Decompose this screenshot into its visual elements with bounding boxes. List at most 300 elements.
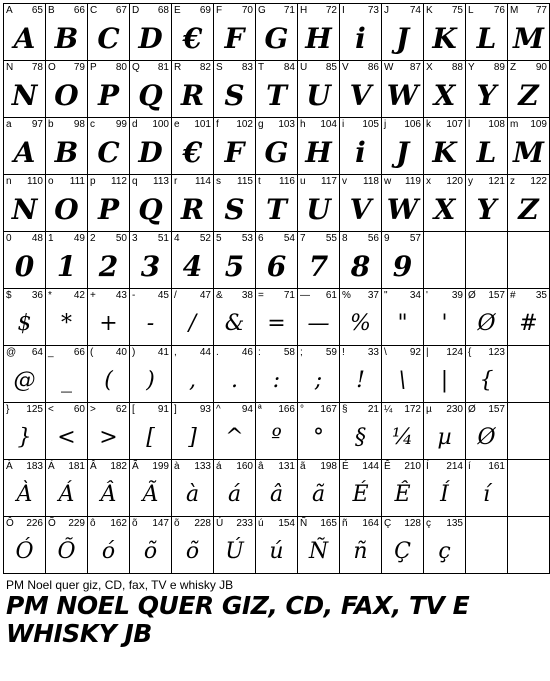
glyph-code: 154 bbox=[278, 518, 295, 529]
glyph-sample: µ bbox=[437, 425, 452, 450]
glyph-label bbox=[6, 290, 43, 302]
glyph-label bbox=[132, 5, 169, 17]
glyph-char: ñ bbox=[342, 518, 348, 529]
glyph-char: * bbox=[48, 290, 52, 301]
glyph-label bbox=[48, 518, 85, 530]
glyph-cell bbox=[256, 175, 298, 232]
glyph-sample: V bbox=[349, 79, 372, 112]
glyph-char: 8 bbox=[342, 233, 348, 244]
glyph-cell bbox=[46, 517, 88, 574]
glyph-cell bbox=[46, 232, 88, 289]
glyph-cell bbox=[466, 346, 508, 403]
glyph-char: . bbox=[216, 347, 219, 358]
glyph-cell bbox=[382, 118, 424, 175]
glyph-label bbox=[510, 404, 547, 416]
glyph-char: r bbox=[174, 176, 178, 187]
glyph-sample: < bbox=[57, 425, 76, 450]
glyph-sample: ñ bbox=[353, 539, 368, 564]
glyph-cell bbox=[382, 4, 424, 61]
glyph-code: 49 bbox=[73, 233, 85, 244]
glyph-code: 97 bbox=[31, 119, 43, 130]
glyph-code: 98 bbox=[73, 119, 85, 130]
glyph-grid bbox=[3, 3, 550, 574]
glyph-cell bbox=[508, 346, 550, 403]
glyph-cell bbox=[88, 175, 130, 232]
glyph-char: ¼ bbox=[384, 404, 393, 415]
glyph-cell bbox=[88, 403, 130, 460]
glyph-code: 51 bbox=[157, 233, 169, 244]
glyph-label bbox=[300, 5, 337, 17]
glyph-cell bbox=[130, 289, 172, 346]
glyph-label bbox=[426, 233, 463, 245]
glyph-label bbox=[216, 347, 253, 359]
glyph-char: ^ bbox=[216, 404, 221, 415]
glyph-sample: V bbox=[349, 193, 372, 226]
sample-caption: PM Noel quer giz, CD, fax, TV e whisky JB bbox=[6, 578, 234, 592]
glyph-sample: 5 bbox=[224, 250, 245, 283]
glyph-code: 33 bbox=[367, 347, 379, 358]
glyph-code: 76 bbox=[493, 5, 505, 16]
glyph-char: z bbox=[510, 176, 515, 187]
glyph-char: I bbox=[342, 5, 345, 16]
glyph-code: 161 bbox=[488, 461, 505, 472]
glyph-char: ) bbox=[132, 347, 136, 358]
glyph-cell bbox=[466, 289, 508, 346]
glyph-label bbox=[300, 518, 337, 530]
glyph-code: 89 bbox=[493, 62, 505, 73]
glyph-char: l bbox=[468, 119, 471, 130]
glyph-label bbox=[510, 290, 547, 302]
glyph-cell bbox=[172, 61, 214, 118]
glyph-code: 43 bbox=[115, 290, 127, 301]
glyph-sample bbox=[466, 533, 507, 573]
glyph-cell bbox=[382, 403, 424, 460]
glyph-cell bbox=[4, 517, 46, 574]
glyph-code: 55 bbox=[325, 233, 337, 244]
glyph-label bbox=[510, 233, 547, 245]
glyph-char: õ bbox=[174, 518, 180, 529]
glyph-code: 70 bbox=[241, 5, 253, 16]
glyph-code: 226 bbox=[26, 518, 43, 529]
glyph-code: 181 bbox=[68, 461, 85, 472]
glyph-label bbox=[426, 62, 463, 74]
glyph-char: ° bbox=[300, 404, 304, 415]
glyph-label bbox=[468, 461, 505, 473]
glyph-char: $ bbox=[6, 290, 12, 301]
glyph-label bbox=[510, 518, 547, 530]
glyph-sample: Ñ bbox=[308, 539, 329, 564]
glyph-label bbox=[90, 290, 127, 302]
glyph-cell bbox=[4, 232, 46, 289]
glyph-cell bbox=[382, 460, 424, 517]
glyph-char: ú bbox=[258, 518, 264, 529]
glyph-label bbox=[216, 290, 253, 302]
glyph-cell bbox=[88, 4, 130, 61]
glyph-label bbox=[384, 176, 421, 188]
glyph-char: Q bbox=[132, 62, 140, 73]
glyph-code: 48 bbox=[31, 233, 43, 244]
glyph-char: ; bbox=[300, 347, 303, 358]
glyph-label bbox=[174, 290, 211, 302]
glyph-sample: @ bbox=[13, 368, 36, 393]
font-sample-text: PM NOEL QUER GIZ, CD, FAX, TV E WHISKY JB bbox=[6, 591, 470, 648]
glyph-sample: R bbox=[180, 193, 205, 226]
glyph-code: 83 bbox=[241, 62, 253, 73]
glyph-char: D bbox=[132, 5, 140, 16]
glyph-cell bbox=[298, 4, 340, 61]
glyph-char: í bbox=[468, 461, 471, 472]
glyph-label bbox=[342, 404, 379, 416]
glyph-cell bbox=[46, 4, 88, 61]
glyph-code: 36 bbox=[31, 290, 43, 301]
glyph-code: 230 bbox=[446, 404, 463, 415]
glyph-label bbox=[342, 176, 379, 188]
glyph-sample: D bbox=[138, 136, 163, 169]
glyph-sample: Á bbox=[58, 482, 75, 507]
glyph-label bbox=[174, 5, 211, 17]
glyph-sample: € bbox=[182, 22, 203, 55]
glyph-sample: C bbox=[97, 136, 120, 169]
glyph-char: ç bbox=[426, 518, 431, 529]
glyph-char: - bbox=[132, 290, 136, 301]
glyph-label bbox=[132, 119, 169, 131]
glyph-label bbox=[90, 233, 127, 245]
glyph-cell bbox=[340, 460, 382, 517]
glyph-code: 172 bbox=[404, 404, 421, 415]
glyph-code: 166 bbox=[278, 404, 295, 415]
glyph-cell bbox=[172, 460, 214, 517]
glyph-sample: Y bbox=[476, 193, 497, 226]
glyph-char: f bbox=[216, 119, 219, 130]
glyph-code: 68 bbox=[157, 5, 169, 16]
glyph-sample: } bbox=[17, 425, 32, 450]
glyph-sample: Ç bbox=[394, 539, 411, 564]
glyph-code: 122 bbox=[530, 176, 547, 187]
glyph-sample: Ê bbox=[394, 482, 411, 507]
glyph-label bbox=[258, 176, 295, 188]
glyph-sample: Í bbox=[440, 482, 449, 507]
glyph-sample: É bbox=[352, 482, 369, 507]
glyph-row bbox=[4, 232, 550, 289]
glyph-sample bbox=[508, 248, 549, 288]
glyph-cell bbox=[424, 175, 466, 232]
glyph-cell bbox=[298, 118, 340, 175]
glyph-sample: S bbox=[224, 193, 245, 226]
glyph-sample: N bbox=[11, 79, 38, 112]
glyph-cell bbox=[298, 175, 340, 232]
glyph-label bbox=[510, 461, 547, 473]
glyph-code: 114 bbox=[195, 176, 211, 187]
glyph-cell bbox=[172, 4, 214, 61]
glyph-code: 34 bbox=[409, 290, 421, 301]
glyph-label bbox=[216, 62, 253, 74]
glyph-sample: ^ bbox=[225, 425, 244, 450]
glyph-label bbox=[6, 233, 43, 245]
glyph-code: 228 bbox=[194, 518, 211, 529]
glyph-cell bbox=[88, 118, 130, 175]
glyph-code: 60 bbox=[73, 404, 85, 415]
glyph-sample: % bbox=[350, 311, 371, 336]
glyph-char: ] bbox=[174, 404, 177, 415]
glyph-char: v bbox=[342, 176, 347, 187]
glyph-label bbox=[426, 5, 463, 17]
glyph-cell bbox=[256, 61, 298, 118]
glyph-cell bbox=[424, 517, 466, 574]
glyph-cell bbox=[340, 232, 382, 289]
glyph-code: 157 bbox=[488, 290, 505, 301]
glyph-label bbox=[468, 404, 505, 416]
glyph-cell bbox=[4, 289, 46, 346]
glyph-sample: Z bbox=[518, 193, 539, 226]
glyph-sample: _ bbox=[61, 368, 72, 393]
glyph-cell bbox=[424, 289, 466, 346]
glyph-code: 199 bbox=[152, 461, 169, 472]
glyph-cell bbox=[46, 61, 88, 118]
glyph-code: 160 bbox=[236, 461, 253, 472]
glyph-code: 167 bbox=[320, 404, 337, 415]
glyph-code: 117 bbox=[321, 176, 337, 187]
glyph-code: 21 bbox=[367, 404, 379, 415]
glyph-cell bbox=[340, 118, 382, 175]
glyph-char: 9 bbox=[384, 233, 390, 244]
glyph-sample: . bbox=[231, 368, 238, 393]
glyph-label bbox=[468, 290, 505, 302]
glyph-label bbox=[258, 461, 295, 473]
glyph-row bbox=[4, 346, 550, 403]
glyph-code: 123 bbox=[488, 347, 505, 358]
glyph-sample: : bbox=[272, 368, 281, 393]
glyph-cell bbox=[88, 517, 130, 574]
glyph-char: % bbox=[342, 290, 351, 301]
glyph-cell bbox=[340, 4, 382, 61]
glyph-label bbox=[6, 62, 43, 74]
glyph-code: 78 bbox=[31, 62, 43, 73]
glyph-char: B bbox=[48, 5, 55, 16]
glyph-sample: ç bbox=[438, 539, 451, 564]
glyph-char: M bbox=[510, 5, 519, 16]
glyph-sample: ã bbox=[311, 482, 326, 507]
glyph-sample: i bbox=[355, 22, 366, 55]
glyph-label bbox=[342, 461, 379, 473]
glyph-label bbox=[216, 461, 253, 473]
glyph-label bbox=[384, 518, 421, 530]
glyph-sample bbox=[424, 248, 465, 288]
glyph-label bbox=[384, 290, 421, 302]
glyph-code: 103 bbox=[278, 119, 295, 130]
glyph-sample: 3 bbox=[140, 250, 161, 283]
glyph-sample: § bbox=[355, 425, 366, 450]
glyph-char: n bbox=[6, 176, 12, 187]
glyph-sample: õ bbox=[185, 539, 200, 564]
glyph-label bbox=[48, 290, 85, 302]
glyph-cell bbox=[298, 289, 340, 346]
glyph-char: 7 bbox=[300, 233, 306, 244]
glyph-label bbox=[384, 347, 421, 359]
glyph-code: 116 bbox=[279, 176, 295, 187]
glyph-cell bbox=[382, 517, 424, 574]
glyph-code: 120 bbox=[446, 176, 463, 187]
glyph-cell bbox=[172, 232, 214, 289]
glyph-sample: , bbox=[189, 368, 196, 393]
glyph-label bbox=[300, 62, 337, 74]
glyph-label bbox=[216, 5, 253, 17]
glyph-sample: 9 bbox=[392, 250, 413, 283]
glyph-cell bbox=[172, 175, 214, 232]
glyph-char: Á bbox=[48, 461, 55, 472]
glyph-sample: 1 bbox=[56, 250, 77, 283]
glyph-sample: ú bbox=[269, 539, 284, 564]
glyph-label bbox=[258, 347, 295, 359]
glyph-cell bbox=[46, 460, 88, 517]
glyph-cell bbox=[214, 517, 256, 574]
glyph-cell bbox=[508, 232, 550, 289]
glyph-char: e bbox=[174, 119, 180, 130]
glyph-code: 110 bbox=[27, 176, 43, 187]
glyph-sample bbox=[508, 476, 549, 516]
glyph-code: 125 bbox=[26, 404, 43, 415]
glyph-label bbox=[258, 119, 295, 131]
glyph-sample: S bbox=[224, 79, 245, 112]
glyph-char: / bbox=[174, 290, 177, 301]
glyph-char: P bbox=[90, 62, 97, 73]
glyph-code: 73 bbox=[367, 5, 379, 16]
glyph-row bbox=[4, 118, 550, 175]
glyph-char: y bbox=[468, 176, 473, 187]
glyph-char: h bbox=[300, 119, 306, 130]
glyph-sample: O bbox=[54, 79, 79, 112]
glyph-code: 59 bbox=[325, 347, 337, 358]
glyph-sample: A bbox=[13, 136, 36, 169]
glyph-char: b bbox=[48, 119, 54, 130]
glyph-char: S bbox=[216, 62, 223, 73]
glyph-char: A bbox=[6, 5, 13, 16]
glyph-cell bbox=[4, 175, 46, 232]
glyph-label bbox=[258, 5, 295, 17]
glyph-label bbox=[342, 347, 379, 359]
glyph-cell bbox=[88, 460, 130, 517]
glyph-code: 42 bbox=[73, 290, 85, 301]
glyph-code: 183 bbox=[26, 461, 43, 472]
glyph-label bbox=[384, 461, 421, 473]
glyph-code: 135 bbox=[446, 518, 463, 529]
glyph-char: m bbox=[510, 119, 519, 130]
glyph-code: 35 bbox=[535, 290, 547, 301]
glyph-label bbox=[300, 461, 337, 473]
glyph-label bbox=[258, 233, 295, 245]
glyph-char: Í bbox=[426, 461, 429, 472]
glyph-sample: + bbox=[99, 311, 118, 336]
glyph-sample: J bbox=[395, 22, 410, 55]
glyph-label bbox=[132, 290, 169, 302]
glyph-char: Ê bbox=[384, 461, 391, 472]
glyph-cell bbox=[340, 403, 382, 460]
glyph-sample: ó bbox=[101, 539, 116, 564]
glyph-char: c bbox=[90, 119, 95, 130]
glyph-sample: [ bbox=[146, 425, 155, 450]
glyph-code: 94 bbox=[241, 404, 253, 415]
glyph-cell bbox=[88, 232, 130, 289]
glyph-sample: D bbox=[138, 22, 163, 55]
glyph-cell bbox=[46, 289, 88, 346]
glyph-cell bbox=[214, 232, 256, 289]
glyph-cell bbox=[256, 460, 298, 517]
glyph-code: 144 bbox=[362, 461, 379, 472]
glyph-row bbox=[4, 460, 550, 517]
glyph-cell bbox=[130, 346, 172, 403]
glyph-code: 115 bbox=[237, 176, 253, 187]
glyph-char: ! bbox=[342, 347, 345, 358]
glyph-cell bbox=[46, 118, 88, 175]
glyph-cell bbox=[424, 232, 466, 289]
glyph-label bbox=[6, 119, 43, 131]
glyph-code: 62 bbox=[115, 404, 127, 415]
glyph-cell bbox=[424, 61, 466, 118]
glyph-char: 0 bbox=[6, 233, 12, 244]
glyph-cell bbox=[88, 289, 130, 346]
glyph-code: 131 bbox=[278, 461, 295, 472]
glyph-cell bbox=[340, 61, 382, 118]
glyph-cell bbox=[466, 4, 508, 61]
glyph-label bbox=[258, 62, 295, 74]
glyph-label bbox=[468, 5, 505, 17]
glyph-char: Ç bbox=[384, 518, 392, 529]
glyph-cell bbox=[382, 175, 424, 232]
glyph-cell bbox=[508, 4, 550, 61]
glyph-code: 38 bbox=[241, 290, 253, 301]
glyph-code: 214 bbox=[446, 461, 463, 472]
glyph-cell bbox=[466, 61, 508, 118]
glyph-code: 133 bbox=[194, 461, 211, 472]
glyph-cell bbox=[256, 517, 298, 574]
glyph-label bbox=[300, 176, 337, 188]
glyph-char: , bbox=[174, 347, 177, 358]
glyph-sample: " bbox=[397, 311, 408, 336]
glyph-code: 66 bbox=[73, 347, 85, 358]
glyph-sample: U bbox=[306, 193, 331, 226]
glyph-char: + bbox=[90, 290, 96, 301]
glyph-sample: Ú bbox=[225, 539, 244, 564]
glyph-label bbox=[468, 233, 505, 245]
glyph-char: C bbox=[90, 5, 98, 16]
glyph-cell bbox=[88, 61, 130, 118]
glyph-char: Ñ bbox=[300, 518, 308, 529]
glyph-sample: C bbox=[97, 22, 120, 55]
glyph-label bbox=[426, 176, 463, 188]
glyph-code: 104 bbox=[320, 119, 337, 130]
glyph-label bbox=[468, 176, 505, 188]
glyph-sample: Ã bbox=[142, 482, 159, 507]
glyph-sample: 8 bbox=[350, 250, 371, 283]
glyph-code: 85 bbox=[325, 62, 337, 73]
glyph-label bbox=[510, 119, 547, 131]
glyph-cell bbox=[382, 289, 424, 346]
glyph-char: W bbox=[384, 62, 394, 73]
glyph-char: j bbox=[384, 119, 387, 130]
glyph-char: : bbox=[258, 347, 261, 358]
glyph-sample: Q bbox=[138, 79, 163, 112]
glyph-code: 198 bbox=[320, 461, 337, 472]
glyph-code: 61 bbox=[325, 290, 337, 301]
glyph-char: Ô bbox=[6, 518, 14, 529]
glyph-char: \ bbox=[384, 347, 387, 358]
glyph-sample: Ø bbox=[477, 311, 496, 336]
glyph-label bbox=[384, 62, 421, 74]
glyph-label bbox=[216, 119, 253, 131]
glyph-char: — bbox=[300, 290, 310, 301]
glyph-label bbox=[90, 62, 127, 74]
glyph-sample: F bbox=[224, 136, 245, 169]
glyph-sample: ; bbox=[314, 368, 323, 393]
